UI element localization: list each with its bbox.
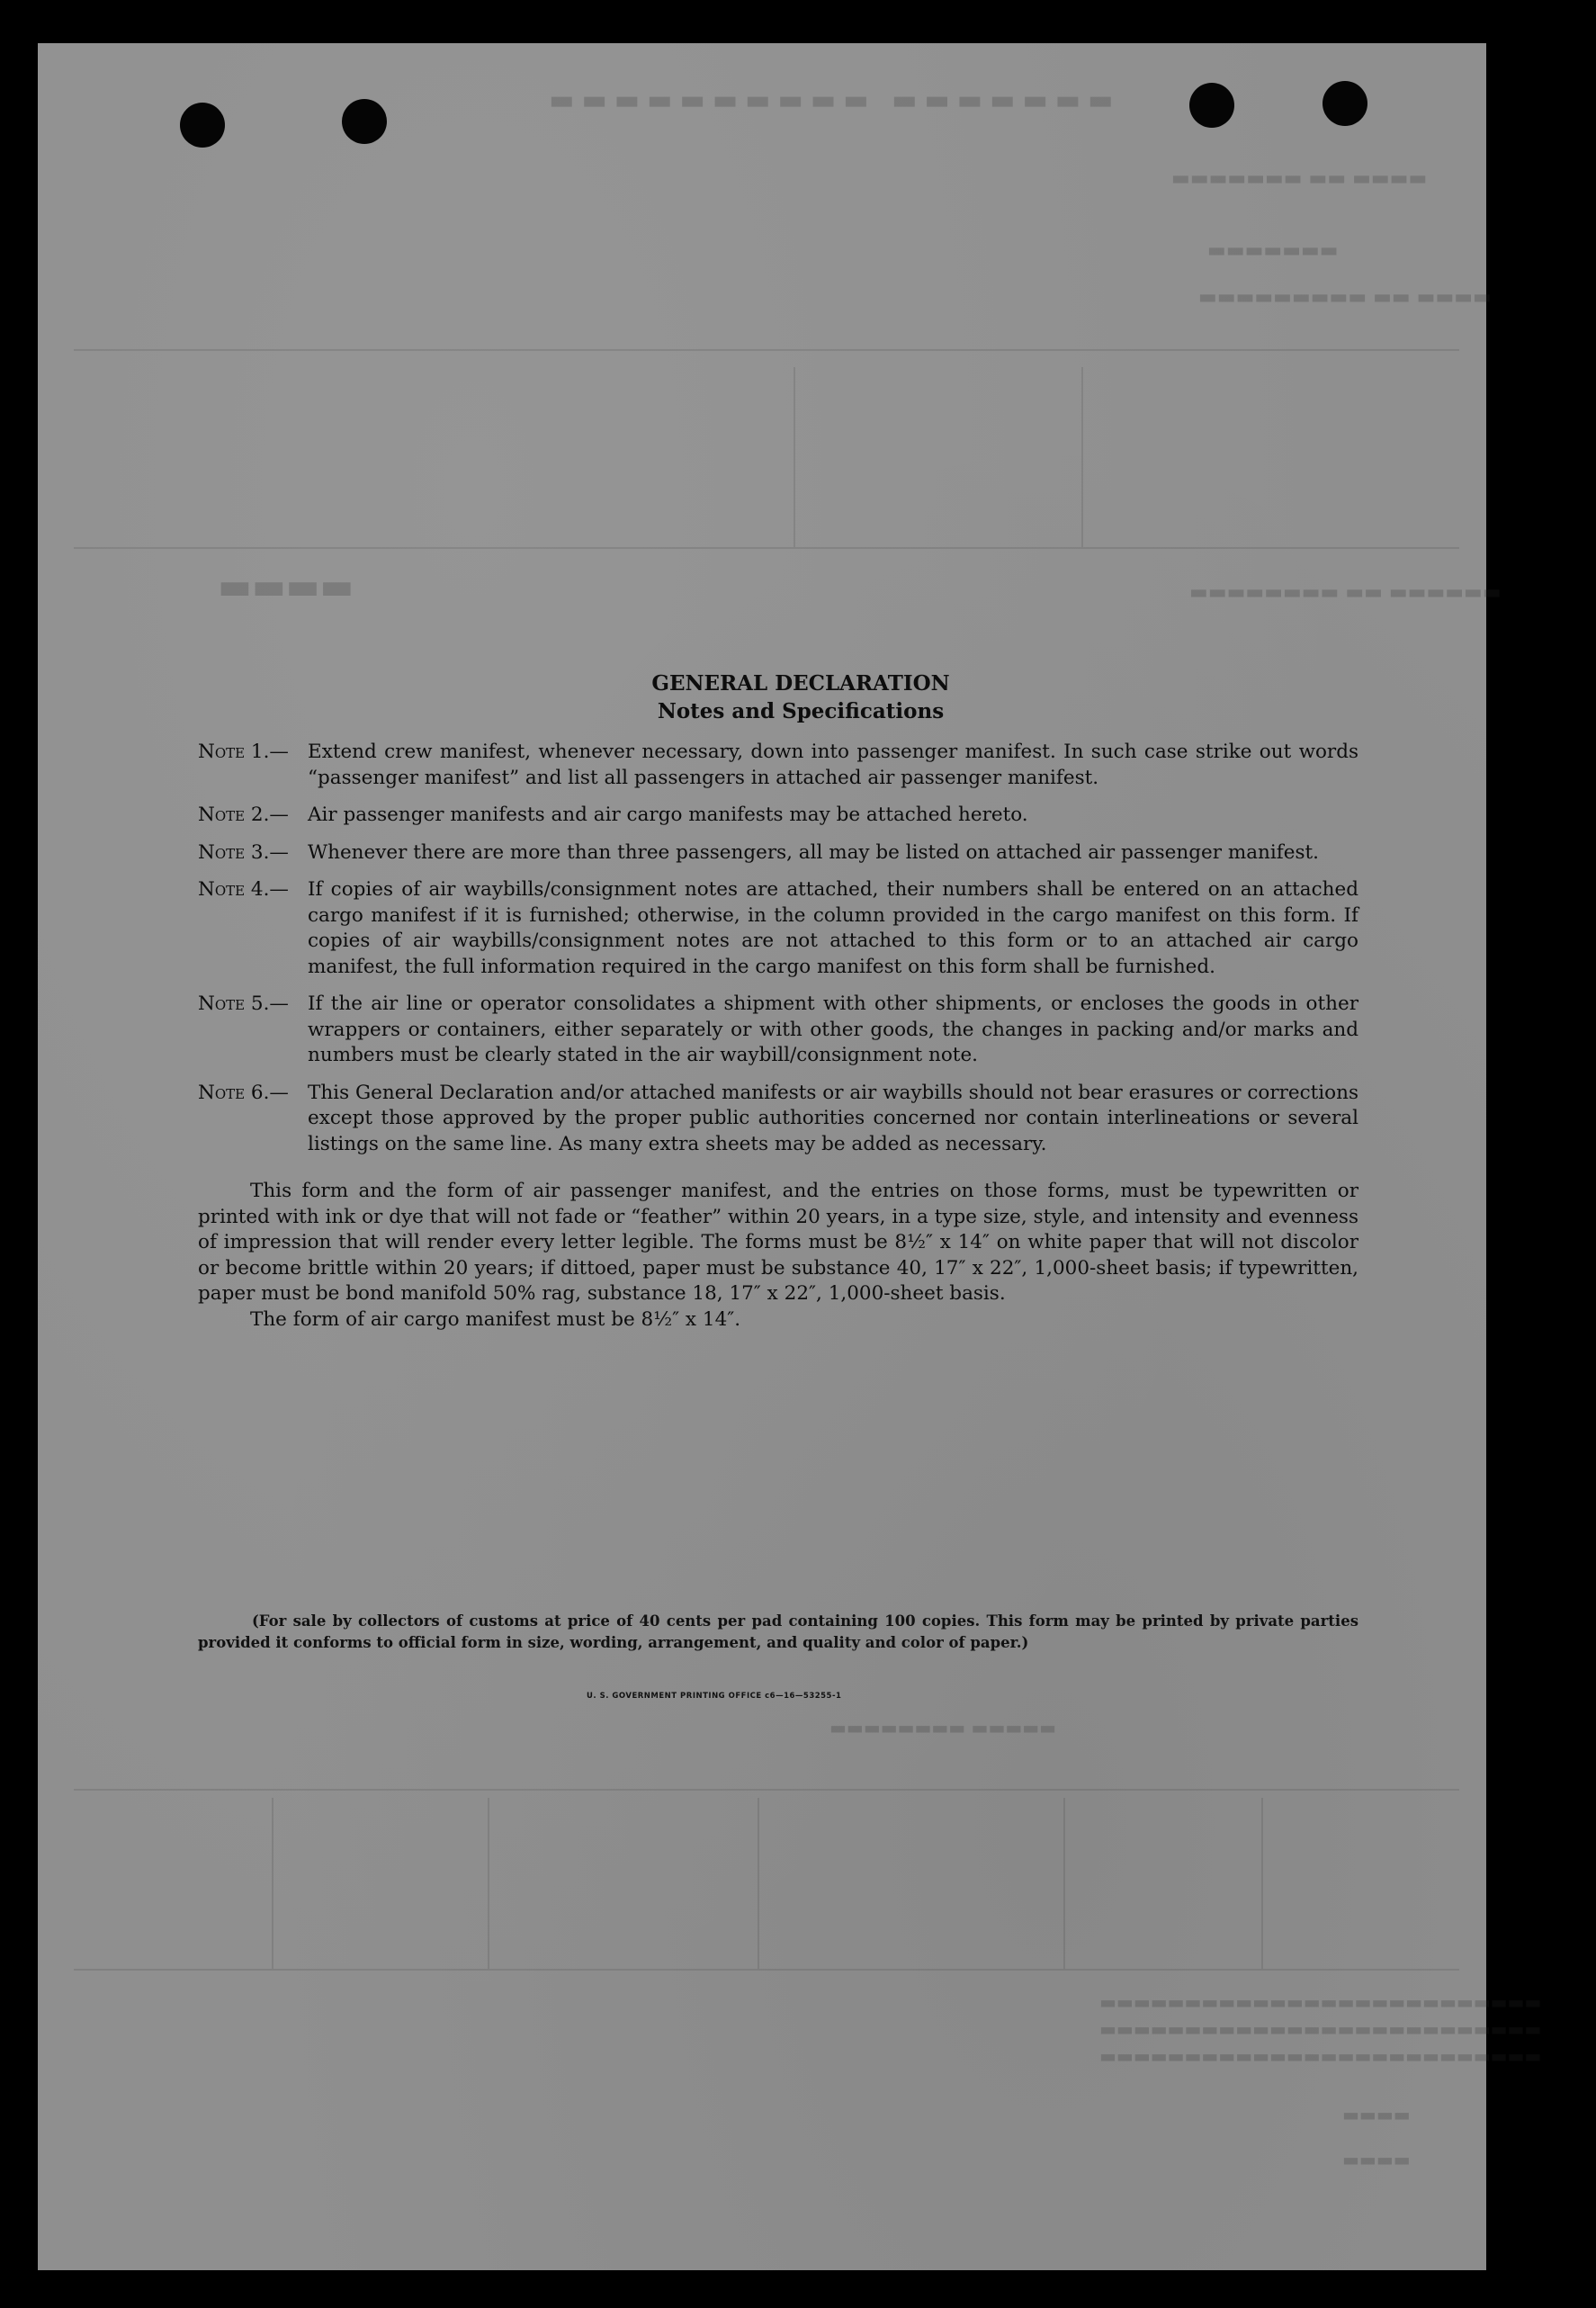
bleed-through-text: ▬▬▬▬▬▬ ▬▬ ▬▬▬▬▬▬▬▬ [1189,581,1502,604]
bleed-through-text: ▬▬▬▬ [1342,2104,1411,2125]
bleed-through-text: ▬▬▬▬▬▬▬▬▬▬▬▬▬▬▬▬▬▬▬▬▬▬▬▬▬▬ [1099,1991,1542,2013]
bleed-through-text: ▬▬▬▬ ▬▬ ▬▬▬▬▬▬▬ [1171,167,1428,190]
bleed-through-rule [74,349,1459,351]
note-text: Whenever there are more than three passengers, all may be listed on attached air passenger manifest. [308,840,1319,864]
heading: GENERAL DECLARATION [651,671,950,696]
bleed-through-rule [74,1969,1459,1971]
bleed-through-rule [272,1798,273,1969]
note-text: Air passenger manifests and air cargo manifests may be attached hereto. [308,804,1028,826]
note-4 [198,877,1358,980]
note-5 [198,992,1358,1069]
bleed-through-text: ▬▬▬▬▬▬▬ [1207,239,1339,262]
bleed-through-rule [1081,367,1083,547]
note-label: Note 5.— [198,992,289,1015]
bleed-through-text: ▬▬▬▬ [1342,2149,1411,2170]
bleed-through-text: ▬▬▬▬▬ ▬▬▬▬▬▬▬▬ [829,1717,1057,1738]
bleed-through-rule [758,1798,759,1969]
bleed-through-text: ▬▬▬▬ ▬▬ ▬▬▬▬▬▬▬▬▬ [1198,286,1492,309]
note-label: Note 2.— [198,804,289,826]
note-text: This General Declaration and/or attached manifests or air waybills should not bear erasures or corrections except those approved by the proper public authorities concerned nor contain interlineations or several listings on the same line. As many extra sheets may be added as necessary. [308,1081,1358,1155]
specification-cargo-manifest: The form of air cargo manifest must be 8½″ x 14″. [250,1307,741,1331]
bleed-through-title: ▬▬▬▬▬▬▬ ▬▬▬▬▬▬▬▬▬▬ [542,85,1114,116]
bleed-through-text: ▬▬▬▬ [218,565,354,607]
note-2 [198,803,1358,829]
bleed-through-text: ▬▬▬▬▬▬▬▬▬▬▬▬▬▬▬▬▬▬▬▬▬▬▬▬▬▬ [1099,2018,1542,2040]
note-label: Note 4.— [198,878,289,901]
punch-hole [1323,81,1367,126]
note-6 [198,1081,1358,1158]
notes-and-specifications [198,671,1358,1333]
punch-hole [180,103,225,148]
note-text: Extend crew manifest, whenever necessary, down into passenger manifest. In such case strike out words “passenger manifest” and list all passengers in attached air passenger manifest. [308,741,1358,789]
bleed-through-text: ▬▬▬▬▬▬▬▬▬▬▬▬▬▬▬▬▬▬▬▬▬▬▬▬▬▬ [1099,2045,1542,2067]
note-label: Note 6.— [198,1081,289,1104]
bleed-through-rule [1063,1798,1065,1969]
specification-paragraph: This form and the form of air passenger manifest, and the entries on those forms, must be typewritten or printed with ink or dye that will not fade or “feather” within 20 years, in a type size, style, and intensity and evenness of impression that will render every letter legible. The forms must be 8½″ x 14″ on white paper that will not discolor or become brittle within 20 years; if dittoed, paper must be substance 40, 17″ x 22″, 1,000-sheet basis; if typewritten, paper must be bond manifold 50% rag, substance 18, 17″ x 22″, 1,000-sheet basis. [198,1180,1358,1305]
punch-hole [342,99,387,144]
bleed-through-rule [74,1789,1459,1791]
sale-note: (For sale by collectors of customs at price of 40 cents per pad containing 100 copies. This form may be printed by private parties provided it conforms to official form in size, wording, arrangement, and quality and color of paper.) [198,1612,1358,1651]
bleed-through-rule [74,547,1459,549]
note-3 [198,840,1358,867]
subheading: Notes and Specifications [657,699,945,723]
bleed-through-rule [794,367,795,547]
document-page [38,43,1542,2270]
printer-line: U. S. GOVERNMENT PRINTING OFFICE c6—16—53255-1 [587,1692,842,1701]
note-label: Note 1.— [198,741,289,763]
bleed-through-rule [488,1798,489,1969]
note-label: Note 3.— [198,840,289,864]
note-text: If copies of air waybills/consignment notes are attached, their numbers shall be entered on an attached cargo manifest if it is furnished; otherwise, in the column provided in the cargo manifest on this form. If copies of air waybills/consignment notes are not attached to this form or to an attached air cargo manifest, the full information required in the cargo manifest on this form shall be furnished. [308,878,1358,978]
note-text: If the air line or operator consolidates a shipment with other shipments, or encloses the goods in other wrappers or containers, either separately or with other goods, the changes in packing and/or marks and numbers must be clearly stated in the air waybill/consignment note. [308,992,1358,1066]
note-1 [198,740,1358,791]
bleed-through-rule [1261,1798,1263,1969]
punch-hole [1189,83,1234,128]
